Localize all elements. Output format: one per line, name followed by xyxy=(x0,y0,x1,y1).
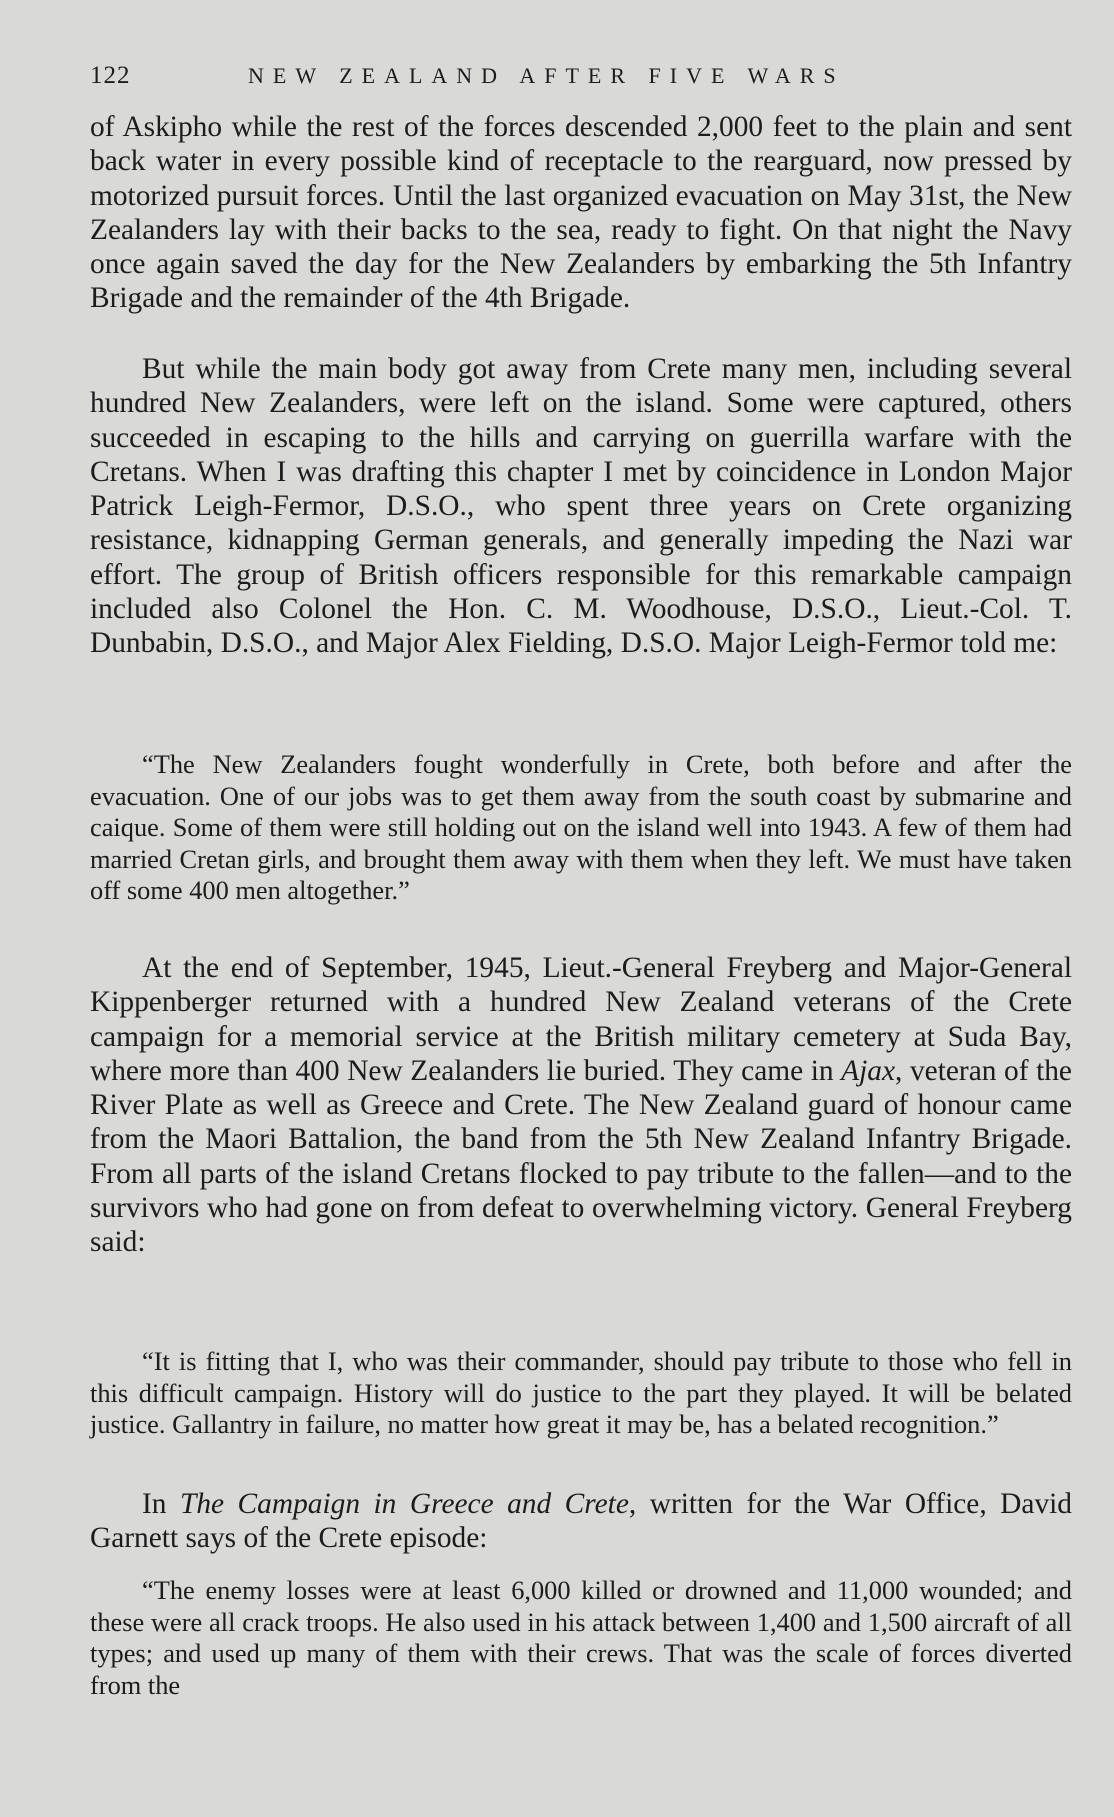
page-number: 122 xyxy=(90,62,131,89)
body-paragraph-2 xyxy=(90,352,1072,661)
block-quote-leigh-fermor xyxy=(90,749,1072,907)
paragraph-text-part: At the end of September, 1945, Lieut.-General Freyberg and Major-General Kippenberger returned with a hundred New Zealand veterans of the Crete campaign for a memorial service at the British military cemetery at Suda Bay, where more than 400 New Zealanders lie buried. They came in xyxy=(90,952,1072,1087)
ship-name: Ajax xyxy=(841,1054,896,1087)
body-paragraph-1 xyxy=(90,110,1072,316)
paragraph-text: But while the main body got away from Crete many men, including several hundred New Zealanders, were left on the island. Some were captured, others succeeded in escaping to the hills and carrying on guerrilla warfare with the Cretans. When I was drafting this chapter I met by coincidence in London Major Patrick Leigh-Fermor, D.S.O., who spent three years on Crete organizing resistance, kidnapping German generals, and generally impeding the Nazi war effort. The group of British officers responsible for this remarkable campaign included also Colonel the Hon. C. M. Woodhouse, D.S.O., Lieut.-Col. T. Dunbabin, D.S.O., and Major Alex Fielding, D.S.O. Major Leigh-Fermor told me: xyxy=(90,353,1072,660)
block-quote-freyberg xyxy=(90,1346,1072,1441)
book-title: The Campaign in Greece and Crete xyxy=(179,1488,629,1520)
paragraph-text xyxy=(90,951,1072,1260)
paragraph-text: of Askipho while the rest of the forces descended 2,000 feet to the plain and sent back water in every possible kind of receptacle to the rearguard, now pressed by motorized pursuit forces. Until the last organized evacuation on May 31st, the New Zealanders lay with their backs to the sea, ready to fight. On that night the Navy once again saved the day for the New Zealanders by embarking the 5th Infantry Brigade and the remainder of the 4th Brigade. xyxy=(90,111,1072,315)
body-paragraph-3 xyxy=(90,951,1072,1260)
body-paragraph-4 xyxy=(90,1487,1072,1556)
running-head xyxy=(90,62,1070,92)
quote-text: “The New Zealanders fought wonderfully in Crete, both before and after the evacuation. One of our jobs was to get them away from the south coast by submarine and caique. Some of them were still holding out on the island well into 1943. A few of them had married Cretan girls, and brought them away with them when they left. We must have taken off some 400 men altogether.” xyxy=(90,749,1072,906)
running-title: NEW ZEALAND AFTER FIVE WARS xyxy=(248,63,845,88)
paragraph-text-part: , written for the War Office, David Garnett says of the Crete episode: xyxy=(90,1488,1073,1555)
paragraph-text xyxy=(90,1487,1072,1556)
quote-text: “The enemy losses were at least 6,000 killed or drowned and 11,000 wounded; and these were all crack troops. He also used in his attack between 1,400 and 1,500 aircraft of all types; and used up many of them with their crews. That was the scale of forces diverted from the xyxy=(90,1575,1072,1700)
block-quote-garnett xyxy=(90,1575,1072,1701)
quote-text: “It is fitting that I, who was their commander, should pay tribute to those who fell in this difficult campaign. History will do justice to the part they played. It will be belated justice. Gallantry in failure, no matter how great it may be, has a belated recognition.” xyxy=(90,1346,1072,1440)
paragraph-text-part: In xyxy=(142,1488,180,1520)
paragraph-text-part: , veteran of the River Plate as well as Greece and Crete. The New Zealand guard of honour came from the Maori Battalion, the band from the 5th New Zealand Infantry Brigade. From all parts of the island Cretans flocked to pay tribute to the fallen—and to the survivors who had gone on from defeat to overwhelming victory. General Freyberg said: xyxy=(90,1054,1072,1259)
